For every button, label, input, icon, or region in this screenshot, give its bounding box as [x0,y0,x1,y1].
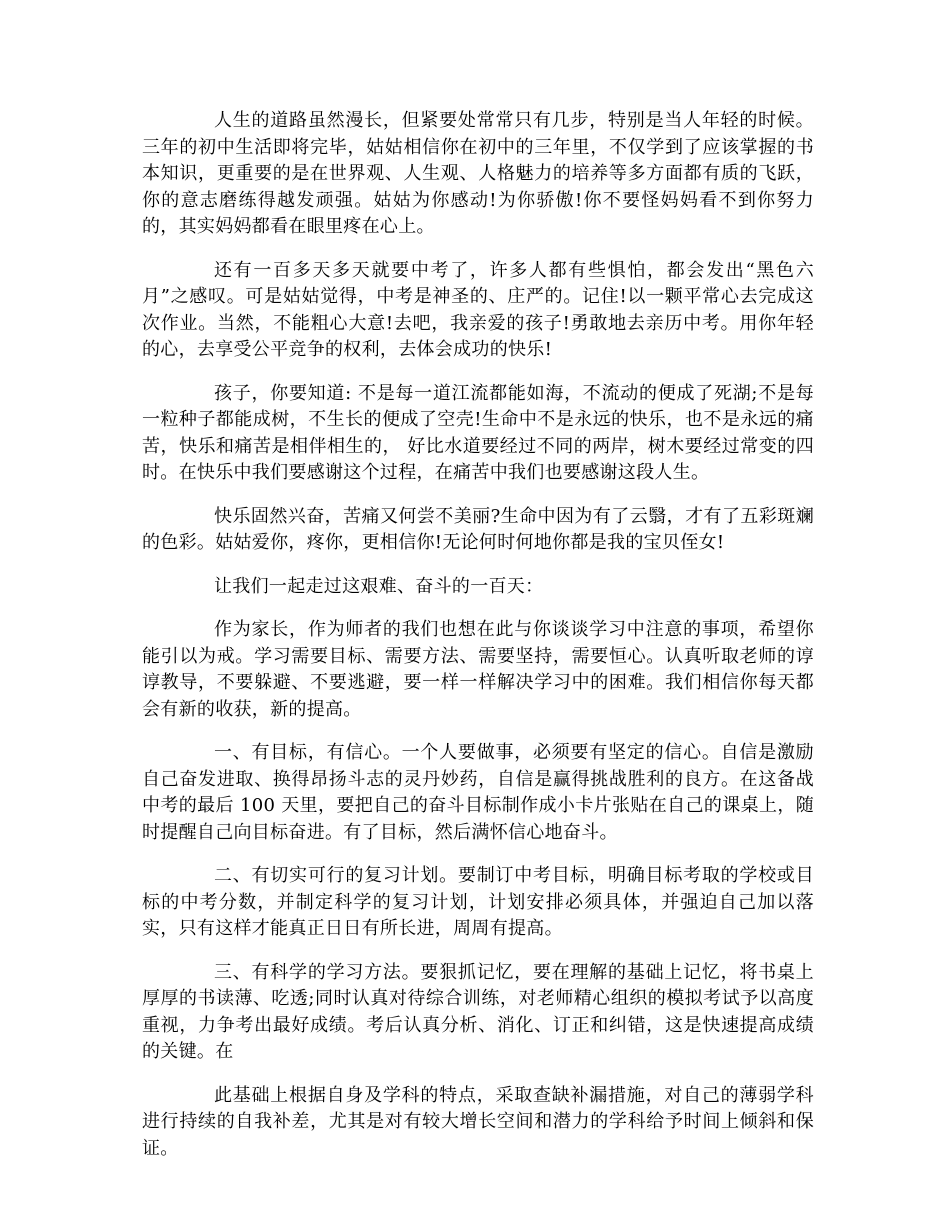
paragraph-3: 孩子，你要知道: 不是每一道江流都能如海，不流动的便成了死湖;不是每一粒种子都能成树，不生长的便成了空壳!生命中不是永远的快乐，也不是永远的痛苦，快乐和痛苦是相伴相生的， 好比水道要经过不同的两岸，树木要经过常变的四时。在快乐中我们要感谢这个过程，在痛苦中我们也要感谢这段人生。 [142,382,814,483]
paragraph-7: 一、有目标，有信心。一个人要做事，必须要有坚定的信心。自信是激励自己奋发进取、换得昂扬斗志的灵丹妙药，自信是赢得挑战胜利的良方。在这备战中考的最后 100 天里，要把自己的奋斗目标制作成小卡片张贴在自己的课桌上，随时提醒自己向目标奋进。有了目标，然后满怀信心地奋斗。 [142,742,814,843]
paragraph-8: 二、有切实可行的复习计划。要制订中考目标，明确目标考取的学校或目标的中考分数，并制定科学的复习计划，计划安排必须具体，并强迫自己加以落实，只有这样才能真正日日有所长进，周周有提高。 [142,865,814,939]
paragraph-2: 还有一百多天多天就要中考了，许多人都有些惧怕，都会发出“黑色六月”之感叹。可是姑姑觉得，中考是神圣的、庄严的。记住!以一颗平常心去完成这次作业。当然，不能粗心大意!去吧，我亲爱的孩子!勇敢地去亲历中考。用你年轻的心，去享受公平竞争的权利，去体会成功的快乐! [142,259,814,360]
paragraph-4: 快乐固然兴奋，苦痛又何尝不美丽?生命中因为有了云翳，才有了五彩斑斓的色彩。姑姑爱你，疼你，更相信你!无论何时何地你都是我的宝贝侄女! [142,505,814,553]
document-page [142,108,814,1179]
paragraph-10: 此基础上根据自身及学科的特点，采取查缺补漏措施，对自己的薄弱学科进行持续的自我补差，尤其是对有较大增长空间和潜力的学科给予时间上倾斜和保证。 [142,1084,814,1159]
paragraph-1: 人生的道路虽然漫长，但紧要处常常只有几步，特别是当人年轻的时候。三年的初中生活即将完毕，姑姑相信你在初中的三年里，不仅学到了应该掌握的书本知识，更重要的是在世界观、人生观、人格魅力的培养等多方面都有质的飞跃，你的意志磨练得越发顽强。姑姑为你感动!为你骄傲!你不要怪妈妈看不到你努力的，其实妈妈都看在眼里疼在心上。 [142,110,814,237]
paragraph-5: 让我们一起走过这艰难、奋斗的一百天： [214,575,544,597]
paragraph-6: 作为家长，作为师者的我们也想在此与你谈谈学习中注意的事项，希望你能引以为戒。学习需要目标、需要方法、需要坚持，需要恒心。认真听取老师的谆谆教导，不要躲避、不要逃避，要一样一样解决学习中的困难。我们相信你每天都会有新的收获，新的提高。 [142,619,814,720]
paragraph-9: 三、有科学的学习方法。要狠抓记忆，要在理解的基础上记忆，将书桌上厚厚的书读薄、吃透;同时认真对待综合训练，对老师精心组织的模拟考试予以高度重视，力争考出最好成绩。考后认真分析、消化、订正和纠错，这是快速提高成绩的关键。在 [142,961,814,1062]
